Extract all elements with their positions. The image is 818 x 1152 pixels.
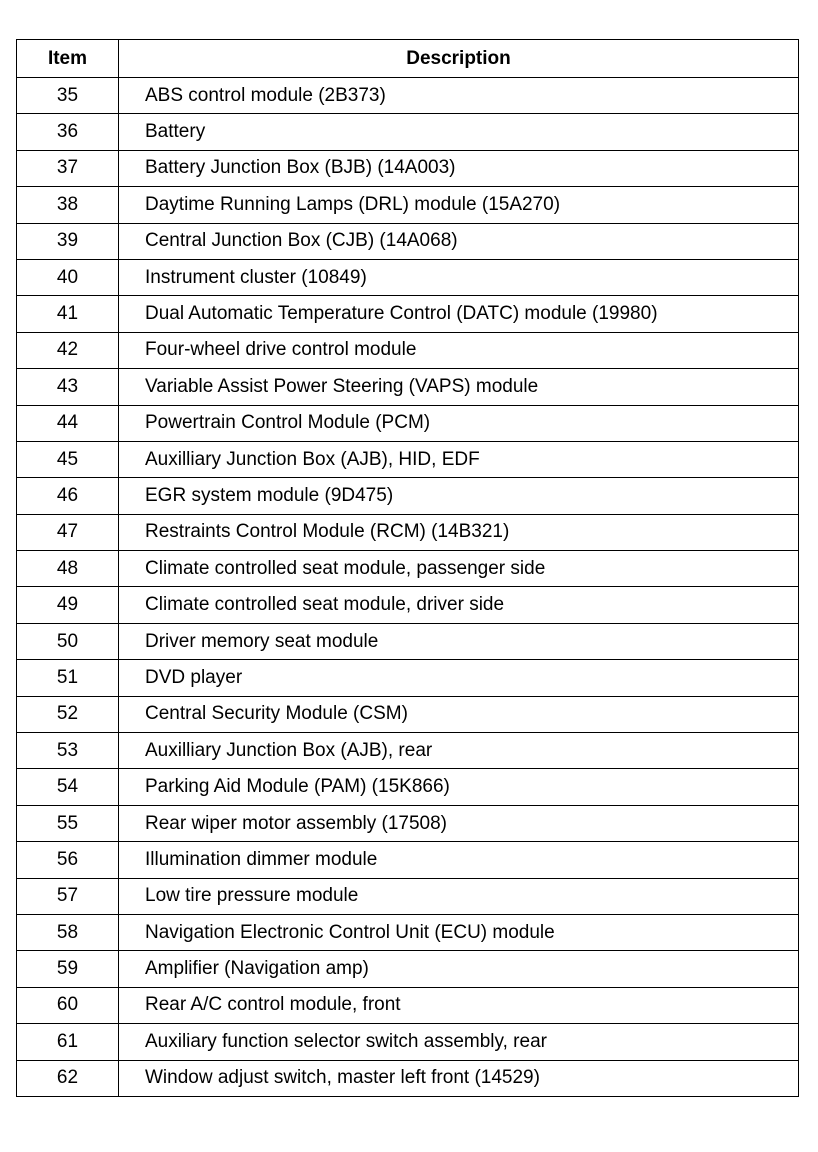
- item-number-cell: 59: [17, 951, 119, 987]
- item-number-cell: 43: [17, 369, 119, 405]
- table-body: [17, 78, 799, 1097]
- item-number-cell: 42: [17, 332, 119, 368]
- item-number-cell: 49: [17, 587, 119, 623]
- item-number-cell: 39: [17, 223, 119, 259]
- table-row: [17, 878, 799, 914]
- item-number-cell: 53: [17, 733, 119, 769]
- item-number-cell: 61: [17, 1024, 119, 1060]
- description-cell: Battery Junction Box (BJB) (14A003): [119, 150, 799, 186]
- table-row: [17, 951, 799, 987]
- description-cell: ABS control module (2B373): [119, 78, 799, 114]
- description-cell: Window adjust switch, master left front (14529): [119, 1060, 799, 1096]
- description-cell: EGR system module (9D475): [119, 478, 799, 514]
- item-number-cell: 46: [17, 478, 119, 514]
- description-cell: Navigation Electronic Control Unit (ECU) module: [119, 914, 799, 950]
- item-number-cell: 51: [17, 660, 119, 696]
- item-number-cell: 35: [17, 78, 119, 114]
- table-row: [17, 369, 799, 405]
- description-cell: Low tire pressure module: [119, 878, 799, 914]
- description-cell: Climate controlled seat module, passenger side: [119, 551, 799, 587]
- description-cell: Dual Automatic Temperature Control (DATC) module (19980): [119, 296, 799, 332]
- item-number-cell: 41: [17, 296, 119, 332]
- description-cell: Driver memory seat module: [119, 623, 799, 659]
- table-row: [17, 1024, 799, 1060]
- description-cell: Daytime Running Lamps (DRL) module (15A270): [119, 187, 799, 223]
- table-row: [17, 805, 799, 841]
- item-number-cell: 40: [17, 259, 119, 295]
- description-cell: Central Junction Box (CJB) (14A068): [119, 223, 799, 259]
- description-cell: Auxilliary Junction Box (AJB), rear: [119, 733, 799, 769]
- column-header-description: Description: [119, 40, 799, 78]
- table-row: [17, 259, 799, 295]
- table-row: [17, 223, 799, 259]
- item-number-cell: 36: [17, 114, 119, 150]
- item-number-cell: 48: [17, 551, 119, 587]
- description-cell: Illumination dimmer module: [119, 842, 799, 878]
- table-row: [17, 587, 799, 623]
- component-table: [16, 39, 799, 1097]
- component-table-container: [16, 39, 799, 1097]
- table-row: [17, 551, 799, 587]
- item-number-cell: 54: [17, 769, 119, 805]
- table-row: [17, 987, 799, 1023]
- table-row: [17, 660, 799, 696]
- table-row: [17, 914, 799, 950]
- item-number-cell: 47: [17, 514, 119, 550]
- item-number-cell: 55: [17, 805, 119, 841]
- item-number-cell: 56: [17, 842, 119, 878]
- description-cell: Variable Assist Power Steering (VAPS) module: [119, 369, 799, 405]
- table-row: [17, 733, 799, 769]
- description-cell: Rear wiper motor assembly (17508): [119, 805, 799, 841]
- item-number-cell: 50: [17, 623, 119, 659]
- description-cell: Amplifier (Navigation amp): [119, 951, 799, 987]
- description-cell: Parking Aid Module (PAM) (15K866): [119, 769, 799, 805]
- item-number-cell: 45: [17, 441, 119, 477]
- table-row: [17, 478, 799, 514]
- description-cell: Four-wheel drive control module: [119, 332, 799, 368]
- table-row: [17, 842, 799, 878]
- description-cell: Battery: [119, 114, 799, 150]
- item-number-cell: 62: [17, 1060, 119, 1096]
- item-number-cell: 52: [17, 696, 119, 732]
- description-cell: DVD player: [119, 660, 799, 696]
- item-number-cell: 44: [17, 405, 119, 441]
- column-header-item: Item: [17, 40, 119, 78]
- description-cell: Rear A/C control module, front: [119, 987, 799, 1023]
- description-cell: Auxiliary function selector switch assembly, rear: [119, 1024, 799, 1060]
- description-cell: Climate controlled seat module, driver side: [119, 587, 799, 623]
- table-row: [17, 769, 799, 805]
- item-number-cell: 37: [17, 150, 119, 186]
- table-row: [17, 1060, 799, 1096]
- description-cell: Central Security Module (CSM): [119, 696, 799, 732]
- table-row: [17, 150, 799, 186]
- description-cell: Instrument cluster (10849): [119, 259, 799, 295]
- table-row: [17, 296, 799, 332]
- table-row: [17, 441, 799, 477]
- item-number-cell: 58: [17, 914, 119, 950]
- table-row: [17, 514, 799, 550]
- description-cell: Restraints Control Module (RCM) (14B321): [119, 514, 799, 550]
- table-row: [17, 696, 799, 732]
- table-row: [17, 187, 799, 223]
- item-number-cell: 57: [17, 878, 119, 914]
- table-row: [17, 623, 799, 659]
- table-header-row: [17, 40, 799, 78]
- table-row: [17, 78, 799, 114]
- description-cell: Powertrain Control Module (PCM): [119, 405, 799, 441]
- table-row: [17, 332, 799, 368]
- item-number-cell: 38: [17, 187, 119, 223]
- table-row: [17, 114, 799, 150]
- item-number-cell: 60: [17, 987, 119, 1023]
- table-row: [17, 405, 799, 441]
- description-cell: Auxilliary Junction Box (AJB), HID, EDF: [119, 441, 799, 477]
